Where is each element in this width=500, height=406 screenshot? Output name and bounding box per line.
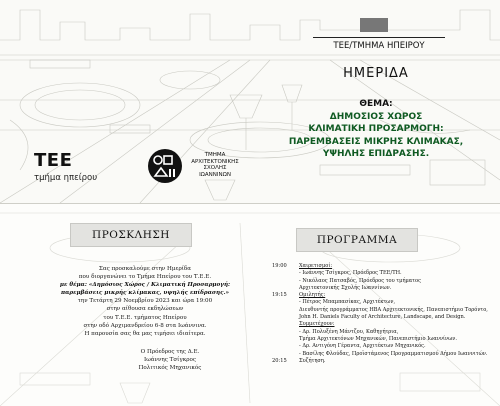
- signature-block: [115, 348, 225, 373]
- program-time: 19:15: [272, 292, 287, 299]
- school-name-line: ΣΧΟΛΗΣ: [203, 165, 227, 171]
- program-schedule: [272, 263, 492, 365]
- theme-label: ΘΕΜΑ:: [359, 99, 393, 109]
- theme-line: ΚΛΙΜΑΤΙΚΗ ΠΡΟΣΑΡΜΟΓΗ:: [308, 124, 444, 134]
- program-text: - Ιωάννης Τσίγκρος, Πρόεδρος ΤΕΕ/ΤΗ.: [299, 270, 402, 277]
- invitation-line: παρεμβάσεις μικρής κλίμακας, υψηλής επίδρασης.»: [61, 290, 229, 297]
- program-time: [272, 351, 299, 358]
- program-text: - Δρ. Αντιγόνη Γέραντα, Αρχιτέκτων Μηχανικός.: [299, 343, 426, 350]
- program-text: Διευθυντής προγράμματος ΗΒΑ Αρχιτεκτονικής, Πανεπιστήμιο Τορόντο,: [299, 306, 488, 313]
- program-text: Συζήτηση.: [299, 357, 326, 364]
- invitation-line: Η παρουσία σας θα μας τιμήσει ιδιαίτερα.: [84, 330, 206, 337]
- program-row: [272, 329, 492, 336]
- invitation-line: στην αίθουσα εκδηλώσεων: [106, 306, 184, 313]
- program-row: [272, 278, 492, 285]
- signature-name: Ιωάννης Τσίγκρος: [144, 357, 196, 364]
- program-time: [272, 307, 299, 314]
- school-name-line: ΙΩΑΝΝΙΝΩΝ: [199, 171, 231, 178]
- program-row: [272, 299, 492, 306]
- program-row: [272, 343, 492, 350]
- signature-role: Ο Πρόεδρος της Δ.Ε.: [140, 349, 200, 355]
- tee-logo: ΤΕΕ: [34, 150, 73, 171]
- program-time: [272, 299, 299, 306]
- flyer-inside: [0, 203, 500, 406]
- program-text: - Νικόλαος Πατσαβός, Πρόεδρος του τμήματος: [299, 277, 421, 284]
- invitation-line: του Τ.Ε.Ε. τμήματος Ηπείρου: [103, 314, 187, 321]
- program-row: [272, 307, 492, 314]
- program-time: [272, 314, 299, 321]
- program-time: [272, 285, 299, 292]
- program-time: 19:00: [272, 263, 287, 269]
- organizer-banner: ΤΕΕ/ΤΜΗΜΑ ΗΠΕΙΡΟΥ: [313, 37, 445, 54]
- program-row: [272, 351, 492, 358]
- program-time: [272, 278, 299, 285]
- tee-subtitle: τμήμα ηπείρου: [34, 173, 98, 183]
- program-time: 20:15: [272, 357, 287, 364]
- school-name: [190, 152, 240, 178]
- program-text: - Βασίλης Φλούδας, Προϊστάμενος Προγραμματισμού Δήμου Ιωαννιτών.: [299, 350, 488, 357]
- program-text: Συμμετέχουν:: [299, 321, 335, 328]
- invitation-line: στην οδό Αρχιμανδρείου 6-8 στα Ιωάννινα.: [83, 322, 207, 329]
- program-text: Αρχιτεκτονικής Σχολής Ιωαννίνων.: [299, 284, 392, 291]
- invitation-line: με θέμα: «Δημόσιος Χώρος / Κλιματική Προσαρμογή:: [59, 282, 231, 289]
- school-name-line: ΤΜΗΜΑ: [204, 152, 226, 158]
- theme-line: ΥΨΗΛΗΣ ΕΠΙΔΡΑΣΗΣ.: [322, 149, 430, 159]
- invitation-line: την Τετάρτη 29 Νοεμβρίου 2023 και ώρα 19:00: [77, 298, 213, 305]
- event-theme: [286, 98, 466, 161]
- invitation-line: Σας προσκαλούμε στην Ημερίδα: [98, 266, 192, 272]
- program-time: [272, 343, 299, 350]
- program-text: Ομιλητής:: [299, 292, 326, 299]
- theme-line: ΠΑΡΕΜΒΑΣΕΙΣ ΜΙΚΡΗΣ ΚΛΙΜΑΚΑΣ,: [288, 136, 464, 147]
- invitation-title: ΠΡΟΣΚΛΗΣΗ: [70, 223, 192, 247]
- program-time: [272, 329, 299, 336]
- event-title: ΗΜΕΡΙΔΑ: [343, 66, 409, 81]
- program-text: Χαιρετισμοί:: [299, 263, 333, 269]
- invitation-text: [40, 265, 250, 338]
- architecture-school-logo-icon: [147, 148, 183, 184]
- program-time: [272, 270, 299, 277]
- program-text: - Δρ. Πολυξένη Μάντζου, Καθηγήτρια,: [299, 328, 399, 335]
- invitation-line: που διοργανώνει το Τμήμα Ηπείρου του Τ.Ε.Ε.: [78, 274, 212, 281]
- theme-line: ΔΗΜΟΣΙΟΣ ΧΩΡΟΣ: [329, 111, 423, 122]
- program-row: [272, 321, 492, 328]
- program-text: - Πέτρος Μπαμπασίκας, Αρχιτέκτων,: [299, 299, 396, 306]
- program-title: ΠΡΟΓΡΑΜΜΑ: [296, 228, 418, 252]
- program-row: [272, 270, 492, 277]
- signature-title: Πολιτικός Μηχανικός: [138, 365, 202, 372]
- program-time: [272, 336, 299, 343]
- program-time: [272, 321, 299, 328]
- program-text: Τμήμα Αρχιτεκτόνων Μηχανικών, Πανεπιστήμιο Ιωαννίνων.: [299, 335, 458, 342]
- program-row: [272, 358, 492, 365]
- school-name-line: ΑΡΧΙΤΕΚΤΟΝΙΚΗΣ: [191, 158, 239, 165]
- program-text: John H. Daniels Faculty of Architecture, Landscape, and Design.: [299, 314, 466, 321]
